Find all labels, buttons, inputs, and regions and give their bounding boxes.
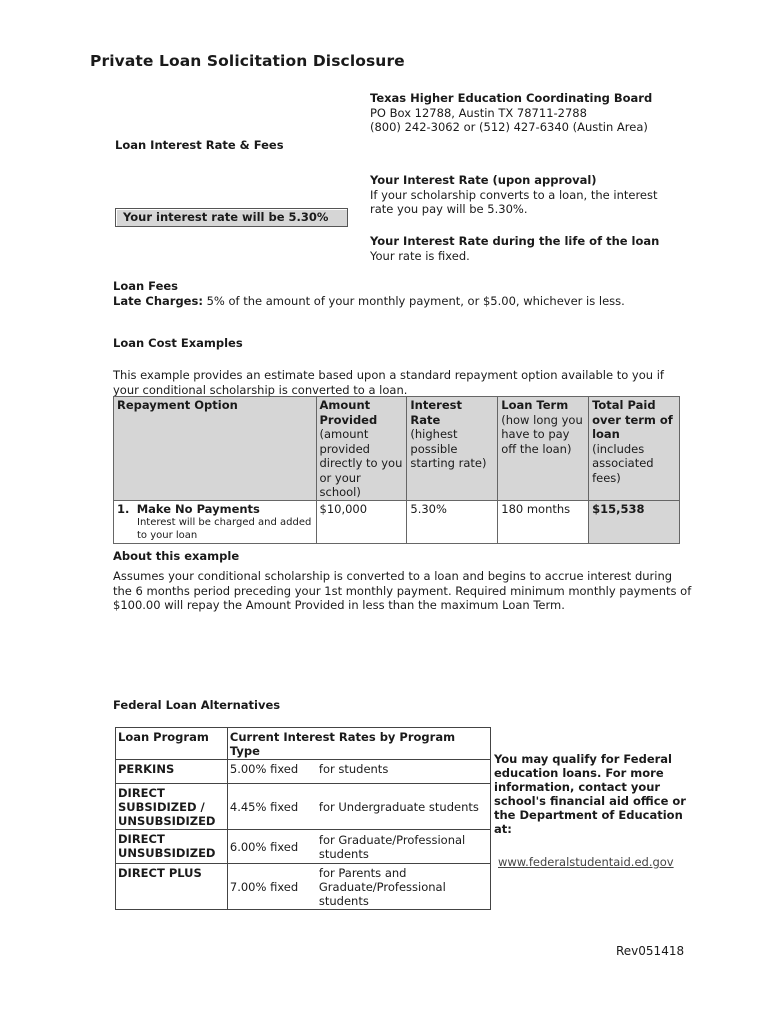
table-row: [116, 864, 491, 910]
board-name: Texas Higher Education Coordinating Board: [370, 91, 653, 105]
page-title: Private Loan Solicitation Disclosure: [90, 52, 405, 70]
program-type: for Graduate/Professional students: [317, 830, 491, 864]
program-rate: 7.00% fixed: [227, 864, 317, 910]
header-interest-rate: Interest Rate (highest possible starting rate): [407, 397, 498, 501]
header-current-rates: Current Interest Rates by Program Type: [227, 728, 490, 760]
program-type: for Parents and Graduate/Professional students: [317, 864, 491, 910]
about-example-text: Assumes your conditional scholarship is converted to a loan and begins to accrue interest during the 6 months period preceding your 1st monthly payment. Required minimum monthly payments of $100.00 will repay the Amount Provided in less than the maximum Loan Term.: [113, 569, 692, 612]
table-row: [116, 760, 491, 784]
federal-alternatives-heading: Federal Loan Alternatives: [113, 698, 281, 712]
cost-table-header: [114, 397, 680, 501]
board-address: PO Box 12788, Austin TX 78711-2788: [370, 105, 587, 120]
loan-cost-table: [113, 396, 680, 544]
loan-fees-section: [113, 279, 733, 308]
federal-loans-note: You may qualify for Federal education loans. For more information, contact your school's financial aid office or the Department of Education at:: [494, 752, 686, 836]
your-rate-text: If your scholarship converts to a loan, the interest rate you pay will be 5.30%.: [370, 187, 658, 216]
row-repayment-option: 1. Make No Payments Interest will be charged and added to your loan: [114, 500, 317, 543]
cost-examples-description: This example provides an estimate based upon a standard repayment option available to you if your conditional scholarship is converted to a loan.: [113, 368, 664, 397]
federal-student-aid-link[interactable]: www.federalstudentaid.ed.gov: [498, 855, 674, 869]
row-rate: 5.30%: [407, 500, 498, 543]
row-term: 180 months: [498, 500, 589, 543]
life-rate-section: [370, 234, 750, 263]
revision-code: Rev051418: [616, 944, 685, 958]
cost-examples-heading: Loan Cost Examples: [113, 336, 243, 350]
board-phone: (800) 242-3062 or (512) 427-6340 (Austin Area): [370, 120, 648, 134]
program-name: PERKINS: [116, 760, 228, 784]
row-option-note: Interest will be charged and added to your loan: [137, 517, 312, 541]
about-example-heading: About this example: [113, 549, 240, 563]
header-loan-program: Loan Program: [116, 728, 228, 760]
header-total-paid: Total Paid over term of loan (includes associated fees): [589, 397, 680, 501]
loan-fees-heading: Loan Fees: [113, 279, 179, 293]
rate-fees-heading: Loan Interest Rate & Fees: [115, 138, 284, 152]
header-repayment-option: Repayment Option: [114, 397, 317, 501]
interest-rate-box: Your interest rate will be 5.30%: [115, 208, 348, 227]
table-row: [116, 784, 491, 830]
your-rate-section: [370, 173, 670, 217]
program-type: for students: [317, 760, 491, 784]
table-row: [116, 830, 491, 864]
program-rate: 6.00% fixed: [227, 830, 317, 864]
federal-table-header: [116, 728, 491, 760]
row-total-paid: $15,538: [589, 500, 680, 543]
late-charges-text: 5% of the amount of your monthly payment, or $5.00, whichever is less.: [202, 293, 625, 308]
header-loan-term: Loan Term (how long you have to pay off the loan): [498, 397, 589, 501]
program-name: DIRECT UNSUBSIDIZED: [116, 830, 228, 864]
header-amount-provided: Amount Provided (amount provided directly to you or your school): [316, 397, 407, 501]
program-name: DIRECT PLUS: [116, 864, 228, 910]
program-type: for Undergraduate students: [317, 784, 491, 830]
program-name: DIRECT SUBSIDIZED / UNSUBSIDIZED: [116, 784, 228, 830]
program-rate: 4.45% fixed: [227, 784, 317, 830]
life-rate-text: Your rate is fixed.: [370, 248, 470, 263]
program-rate: 5.00% fixed: [227, 760, 317, 784]
board-contact: [370, 91, 750, 135]
row-amount: $10,000: [316, 500, 407, 543]
table-row: [114, 500, 680, 543]
late-charges-label: Late Charges:: [113, 293, 203, 308]
your-rate-title: Your Interest Rate (upon approval): [370, 173, 597, 187]
life-rate-title: Your Interest Rate during the life of the loan: [370, 234, 660, 248]
federal-loan-table: [115, 727, 491, 910]
